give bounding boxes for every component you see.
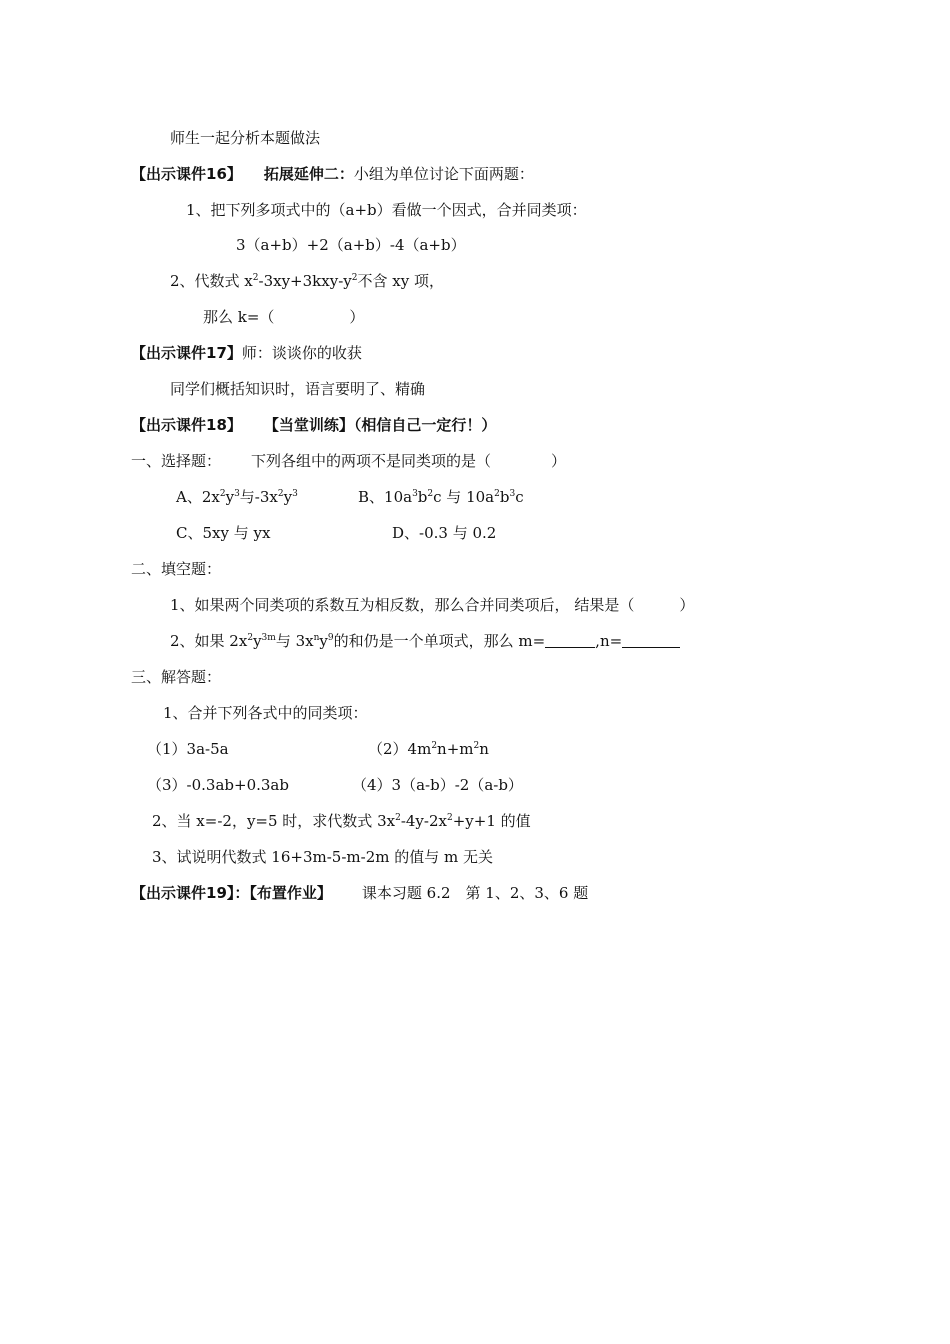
text-line	[131, 415, 496, 435]
option-d: D、-0.3 与 0.2	[392, 524, 497, 542]
section-heading: 二、填空题：	[131, 560, 222, 578]
question-line: 一、选择题： 下列各组中的两项不是同类项的是（ ）	[131, 452, 567, 470]
question-line: 2、如果 $2x^2y^{3m}$与 $3x^ny^9$的和仍是一个单项式，那么 m= ,n=	[170, 631, 680, 651]
problem-2: $(2)4m^2n+m^2n$	[368, 740, 489, 758]
expression-line: 3（a+b）+2（a+b）-4（a+b）	[236, 236, 466, 254]
courseware-tag: 【出示课件17】	[131, 344, 242, 362]
courseware-tag: 【出示课件19】：【布置作业】	[131, 884, 332, 902]
text-line: 【出示课件16】 拓展延伸二：小组为单位讨论下面两题：	[131, 165, 534, 183]
question-line: 3、试说明代数式 16+3m-5-m-2m 的值与 m 无关	[152, 848, 494, 866]
courseware-tag: 【出示课件16】	[131, 165, 242, 183]
question-line: 1、合并下列各式中的同类项：	[163, 704, 368, 722]
courseware-tag: 【出示课件18】	[131, 416, 242, 434]
question-line: 2、代数式 $x^2-3xy+3kxy-y^2$不含 xy 项，	[170, 272, 444, 290]
section-title: 【当堂训练】（相信自己一定行！）	[263, 416, 497, 434]
question-line: 那么 k=（ ）	[203, 308, 365, 326]
text-line: 师生一起分析本题做法	[170, 129, 321, 147]
option-c: C、5xy 与 yx	[176, 524, 271, 542]
text-line: 【出示课件19】：【布置作业】 课本习题 6.2 第 1、2、3、6 题	[131, 884, 589, 902]
answer-blank-m[interactable]	[545, 633, 595, 648]
problem-3: （3）-0.3ab+0.3ab	[147, 776, 289, 794]
answer-blank-n[interactable]	[622, 633, 680, 648]
question-line: 2、当 x=-2，y=5 时，求代数式 $3x^2-4y-2x^2+y+1$ 的值	[152, 812, 531, 830]
option-a: A、$2x^2y^3$与$-3x^2y^3$	[176, 488, 298, 506]
section-heading: 三、解答题：	[131, 668, 222, 686]
question-line: 1、如果两个同类项的系数互为相反数，那么合并同类项后， 结果是（ ）	[170, 596, 695, 614]
problem-4: （4）3（a-b）-2（a-b）	[352, 776, 523, 794]
section-title: 拓展延伸二：	[263, 165, 354, 183]
text-line: 同学们概括知识时，语言要明了、精确	[170, 380, 426, 398]
option-b: B、$10a^3b^2c$ 与 $10a^2b^3c$	[358, 488, 524, 506]
problem-1: （1）3a-5a	[147, 740, 229, 758]
text-line: 【出示课件17】师：谈谈你的收获	[131, 344, 362, 362]
question-line: 1、把下列多项式中的（a+b）看做一个因式，合并同类项：	[186, 201, 587, 219]
